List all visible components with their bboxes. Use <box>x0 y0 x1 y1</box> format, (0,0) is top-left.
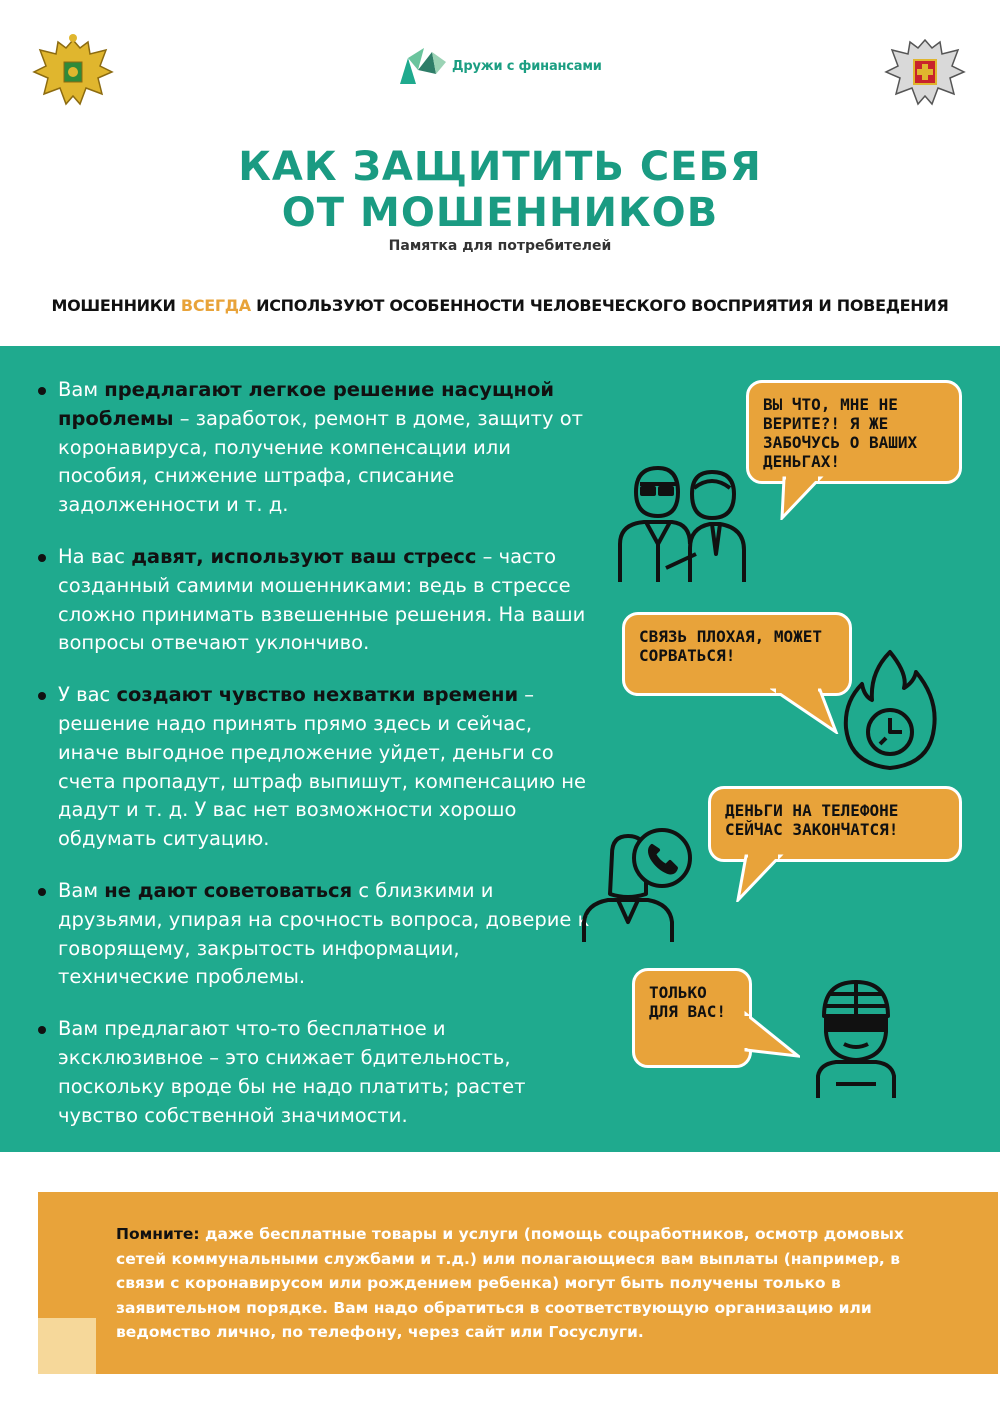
speech-bubble-3: ДЕНЬГИ НА ТЕЛЕФОНЕ СЕЙЧАС ЗАКОНЧАТСЯ! <box>708 786 962 862</box>
coat-of-arms-icon <box>28 32 118 112</box>
subtitle: Памятка для потребителей <box>388 238 612 254</box>
page-title <box>0 144 1000 236</box>
rospotrebnadzor-emblem-icon <box>880 32 970 112</box>
bullet-list <box>36 376 596 1153</box>
bullet-item: Вам предлагают легкое решение насущной проблемы – заработок, ремонт в доме, защиту от коронавируса, получение компенсации или пособия, снижение штрафа, списание задолженности и т. д. <box>36 376 596 520</box>
tagline <box>0 296 1000 315</box>
woman-phone-icon <box>582 824 702 944</box>
speech-bubble-2: СВЯЗЬ ПЛОХАЯ, МОЖЕТ СОРВАТЬСЯ! <box>622 612 852 696</box>
fire-clock-icon <box>840 648 940 772</box>
bullet-item: На вас давят, используют ваш стресс – часто созданный самими мошенниками: ведь в стрессе сложно принимать взвешенные решения. На ваши вопросы отвечают уклончиво. <box>36 543 596 658</box>
speech-bubble-4: ТОЛЬКО ДЛЯ ВАС! <box>632 968 752 1068</box>
bullet-item: У вас создают чувство нехватки времени – решение надо принять прямо здесь и сейчас, иначе выгодное предложение уйдет, деньги со счета пропадут, штраф выпишут, компенсацию не дадут и т. д. У вас нет возможности хорошо обдумать ситуацию. <box>36 681 596 854</box>
tagline-before: МОШЕННИКИ <box>51 296 181 315</box>
two-men-icon <box>616 458 748 584</box>
bullet-dot-icon <box>38 888 46 896</box>
logo-text: Дружи с финансами <box>452 58 602 74</box>
bubble-tail-3 <box>736 854 796 902</box>
bubble-tail-4 <box>744 1010 800 1060</box>
bubble-tail-1 <box>780 476 840 520</box>
logo <box>398 44 602 88</box>
speech-bubble-1: ВЫ ЧТО, МНЕ НЕ ВЕРИТЕ?! Я ЖЕ ЗАБОЧУСЬ О ВАШИХ ДЕНЬГАХ! <box>746 380 962 484</box>
bubble-tail-2 <box>770 688 840 734</box>
title-line-1: КАК ЗАЩИТИТЬ СЕБЯ <box>238 144 762 190</box>
bullet-item: Вам предлагают что-то бесплатное и эксклюзивное – это снижает бдительность, поскольку вроде бы не надо платить; растет чувство собственной значимости. <box>36 1015 596 1130</box>
note-body: даже бесплатные товары и услуги (помощь соцработников, осмотр домовых сетей коммунальными службами и т.д.) или полагающиеся вам выплаты (например, в связи с коронавирусом или рождением ребенка) могут быть получены только в заявительном порядке. Вам надо обратиться в соответствующую организацию или ведомство лично, по телефону, через сайт или Госуслуги. <box>116 1225 904 1341</box>
note-fold-corner <box>38 1318 96 1374</box>
note-lead: Помните: <box>116 1225 200 1243</box>
bullet-dot-icon <box>38 692 46 700</box>
bullet-dot-icon <box>38 1026 46 1034</box>
bullet-dot-icon <box>38 554 46 562</box>
thief-icon <box>814 976 898 1100</box>
tagline-after: ИСПОЛЬЗУЮТ ОСОБЕННОСТИ ЧЕЛОВЕЧЕСКОГО ВОСПРИЯТИЯ И ПОВЕДЕНИЯ <box>250 296 949 315</box>
note-text <box>116 1222 936 1345</box>
bullet-dot-icon <box>38 387 46 395</box>
bullet-item: Вам не дают советоваться с близкими и друзьями, упирая на срочность вопроса, доверие к говорящему, закрытость информации, технические проблемы. <box>36 877 596 992</box>
title-line-2: ОТ МОШЕННИКОВ <box>281 190 719 236</box>
logo-mark-icon <box>398 44 448 88</box>
tagline-accent: ВСЕГДА <box>180 296 251 315</box>
